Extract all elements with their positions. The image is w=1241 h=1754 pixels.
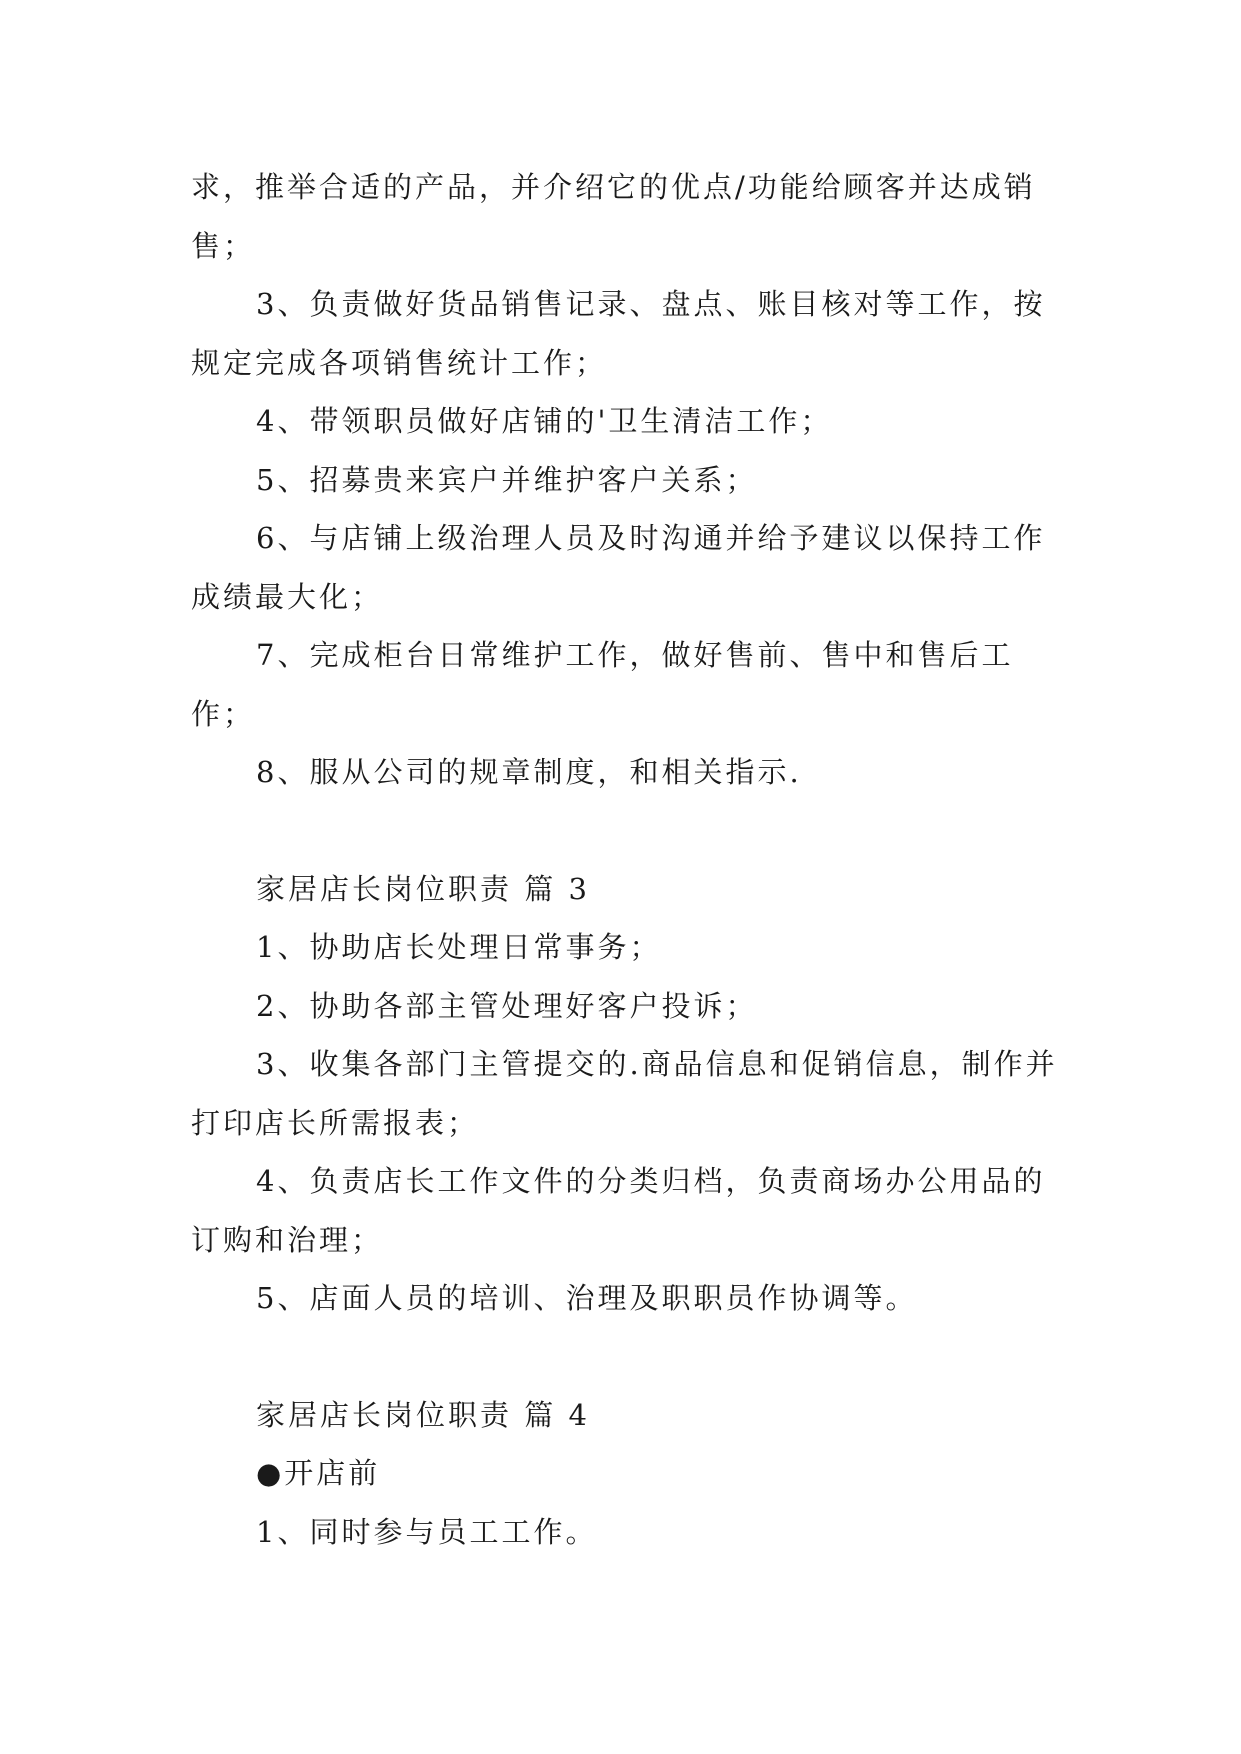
paragraph-item-5: 5、招募贵来宾户并维护客户关系； (256, 462, 758, 497)
section-4-number: 篇 4 (524, 1397, 590, 1432)
section-4-heading (191, 1386, 1061, 1445)
paragraph-item-8: 8、服从公司的规章制度，和相关指示. (256, 755, 802, 789)
paragraph-item-7: 7、完成柜台日常维护工作，做好售前、售中和售后工作； (191, 638, 1014, 731)
document-body (191, 158, 1061, 1561)
paragraph-item-6: 6、与店铺上级治理人员及时沟通并给予建议以保持工作成绩最大化； (191, 521, 1046, 614)
section-4-item-1: 1、同时参与员工工作。 (256, 1514, 598, 1549)
section-3-item-3: 3、收集各部门主管提交的.商品信息和促销信息，制作并打印店长所需报表； (191, 1047, 1058, 1140)
paragraph-item-3: 3、负责做好货品销售记录、盘点、账目核对等工作，按规定完成各项销售统计工作； (191, 287, 1046, 380)
section-3-item-1: 1、协助店长处理日常事务； (256, 930, 662, 964)
paragraph-continuation: 求，推举合适的产品，并介绍它的优点/功能给顾客并达成销售； (191, 170, 1036, 263)
section-3-heading (191, 860, 1061, 919)
section-gap (191, 802, 1061, 860)
section-3-item-2: 2、协助各部主管处理好客户投诉； (256, 988, 758, 1023)
section-3-number: 篇 3 (524, 871, 590, 906)
section-3-title: 家居店长岗位职责 (256, 871, 513, 906)
section-3-item-4: 4、负责店长工作文件的分类归档，负责商场办公用品的订购和治理； (191, 1164, 1046, 1257)
section-4-bullet: ●开店前 (256, 1456, 381, 1490)
section-3-item-5: 5、店面人员的培训、治理及职职员作协调等。 (256, 1281, 918, 1315)
section-gap (191, 1328, 1061, 1386)
paragraph-item-4: 4、带领职员做好店铺的'卫生清洁工作； (256, 404, 833, 438)
section-4-title: 家居店长岗位职责 (256, 1397, 513, 1432)
